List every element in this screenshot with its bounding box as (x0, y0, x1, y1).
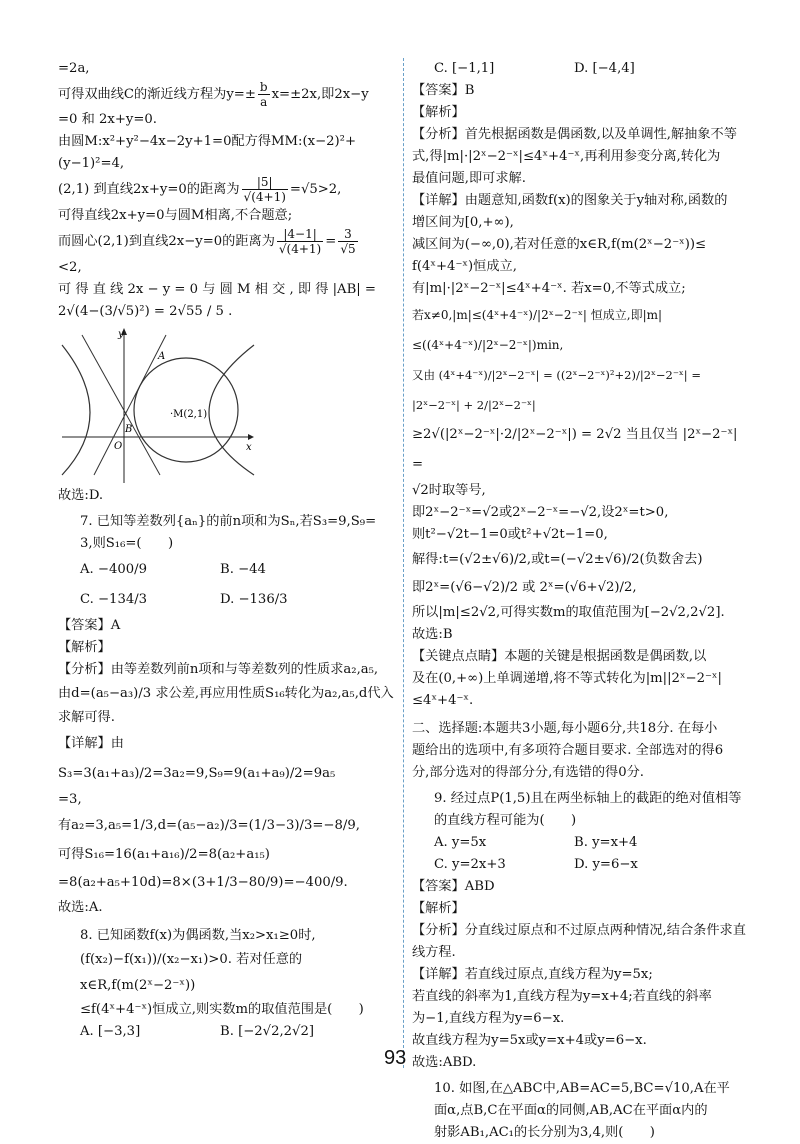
line: ≤f(4ˣ+4⁻ˣ)恒成立,则实数m的取值范围是( ) (80, 1002, 364, 1017)
asymptote-2 (94, 335, 166, 475)
line: 题给出的选项中,有多项符合题目要求. 全部选对的得6 (412, 743, 724, 758)
column-divider (403, 58, 404, 1068)
line: 而圆心(2,1)到直线2x−y=0的距离为 $\frac{|4-1|}{√(4+1)}$ = $\frac{3}{√5}$ (58, 227, 356, 256)
line: 3,则S₁₆=( ) (80, 536, 174, 551)
fraction: $\frac{|5|}{√(4+1)}$ (243, 175, 286, 204)
question-10: 10. 如图,在△ABC中,AB=AC=5,BC=√10,A在平 (434, 1081, 730, 1096)
circle-hyperbola-diagram (58, 325, 258, 485)
q8-options-ab (58, 1021, 394, 1043)
option-d: D. y=6−x (574, 857, 638, 872)
line: f(4ˣ+4⁻ˣ)恒成立, (412, 259, 517, 274)
option-c: C. −134/3 (80, 592, 148, 607)
line: 【分析】由等差数列前n项和与等差数列的性质求a₂,a₅, (58, 662, 379, 677)
line: 【关键点点睛】本题的关键是根据函数是偶函数,以 (412, 649, 707, 664)
right-column (412, 58, 748, 1144)
line: 若x≠0,|m|≤(4ˣ+4⁻ˣ)/|2ˣ−2⁻ˣ| 恒成立,即|m|≤((4ˣ+4⁻ˣ)/|2ˣ−2⁻ˣ|)min, (412, 308, 663, 352)
line: 由d=(a₅−a₃)/3 求公差,再应用性质S₁₆转化为a₂,a₅,d代入 (58, 686, 394, 701)
analysis-heading: 【解析】 (412, 105, 465, 120)
line: 故选:ABD. (412, 1055, 477, 1070)
option-a: A. y=5x (434, 835, 487, 850)
line: 解得:t=(√2±√6)/2,或t=(−√2±√6)/2(负数舍去) (412, 552, 703, 567)
line: =3, (58, 792, 82, 807)
option-c: C. [−1,1] (434, 61, 495, 76)
line: 故直线方程为y=5x或y=x+4或y=6−x. (412, 1033, 647, 1048)
option-b: B. [−2√2,2√2] (220, 1024, 314, 1039)
line: 又由 (4ˣ+4⁻ˣ)/|2ˣ−2⁻ˣ| = ((2ˣ−2⁻ˣ)²+2)/|2ˣ−2⁻ˣ| = |2ˣ−2⁻ˣ| + 2/|2ˣ−2⁻ˣ| (412, 368, 701, 412)
question-7: 7. 已知等差数列{aₙ}的前n项和为Sₙ,若S₃=9,S₉= (80, 514, 377, 529)
answer: 【答案】B (412, 83, 475, 98)
line: 可得直线2x+y=0与圆M相离,不合题意; (58, 208, 293, 223)
line: 即2ˣ−2⁻ˣ=√2或2ˣ−2⁻ˣ=−√2,设2ˣ=t>0, (412, 505, 669, 520)
answer: 【答案】ABD (412, 879, 495, 894)
hyperbola-left-branch (62, 345, 90, 475)
option-b: B. −44 (220, 562, 266, 577)
line: 线方程. (412, 945, 456, 960)
line: √2时取等号, (412, 483, 486, 498)
question-8: 8. 已知函数f(x)为偶函数,当x₂>x₁≥0时, (80, 928, 316, 943)
line: 所以|m|≤2√2,可得实数m的取值范围为[−2√2,2√2]. (412, 605, 725, 620)
x-axis-arrow (248, 434, 254, 440)
analysis-heading: 【解析】 (58, 640, 111, 655)
section-heading: 二、选择题:本题共3小题,每小题6分,共18分. 在每小 (412, 721, 718, 736)
y-label: y (118, 329, 124, 340)
line: 可 得 直 线 2x − y = 0 与 圆 M 相 交 , 即 得 |AB| = (58, 282, 376, 297)
line: =0 和 2x+y=0. (58, 112, 157, 127)
line: 减区间为(−∞,0),若对任意的x∈R,f(m(2ˣ−2⁻ˣ))≤ (412, 237, 707, 252)
line: 为−1,直线方程为y=6−x. (412, 1011, 565, 1026)
fraction: $\frac{|4-1|}{√(4+1)}$ (278, 227, 322, 256)
origin-label: O (114, 441, 123, 452)
page-number: 93 (384, 1047, 407, 1069)
line: (2,1) 到直线2x+y=0的距离为 $\frac{|5|}{√(4+1)}$ =√5>2, (58, 175, 342, 204)
q7-options (58, 555, 394, 615)
line: 【详解】由题意知,函数f(x)的图象关于y轴对称,函数的 (412, 193, 728, 208)
line: ≥2√(|2ˣ−2⁻ˣ|·2/|2ˣ−2⁻ˣ|) = 2√2 当且仅当 |2ˣ−2⁻ˣ| = (412, 427, 738, 472)
center-m-label: ·M(2,1) (170, 409, 208, 420)
line: 可得双曲线C的渐近线方程为y=± $\frac{b}{a}$ x=±2x,即2x−y (58, 80, 369, 109)
option-d: D. −136/3 (220, 592, 288, 607)
option-d: D. [−4,4] (574, 61, 635, 76)
fraction: $\frac{b}{a}$ (259, 80, 268, 109)
line: (f(x₂)−f(x₁))/(x₂−x₁)>0. 若对任意的x∈R,f(m(2ˣ−2⁻ˣ)) (80, 952, 303, 993)
line: 【分析】首先根据函数是偶函数,以及单调性,解抽象不等 (412, 127, 737, 142)
x-label: x (246, 442, 252, 453)
line: 求解可得. (58, 710, 115, 725)
line: 有a₂=3,a₅=1/3,d=(a₅−a₂)/3=(1/3−3)/3=−8/9, (58, 818, 360, 833)
hyperbola-right-branch (209, 345, 254, 475)
fraction: $\frac{3}{√5}$ (340, 227, 356, 256)
line: 最值问题,即可求解. (412, 171, 526, 186)
line: 有|m|·|2ˣ−2⁻ˣ|≤4ˣ+4⁻ˣ. 若x=0,不等式成立; (412, 281, 686, 296)
line: 则t²−√2t−1=0或t²+√2t−1=0, (412, 527, 608, 542)
answer: 【答案】A (58, 618, 121, 633)
line: 【详解】由S₃=3(a₁+a₃)/2=3a₂=9,S₉=9(a₁+a₉)/2=9a₅ (58, 736, 336, 781)
line: 分,部分选对的得部分分,有选错的得0分. (412, 765, 644, 780)
option-a: A. [−3,3] (80, 1024, 141, 1039)
analysis-heading: 【解析】 (412, 901, 465, 916)
line: 由圆M:x²+y²−4x−2y+1=0配方得MM:(x−2)²+ (58, 134, 356, 149)
line: <2, (58, 260, 82, 275)
option-a: A. −400/9 (80, 562, 147, 577)
asymptote-1 (82, 335, 160, 475)
point-b-label: B (125, 424, 133, 435)
question-9: 9. 经过点P(1,5)且在两坐标轴上的截距的绝对值相等 (434, 791, 742, 806)
line: 故选:D. (58, 488, 104, 503)
q9-options (412, 832, 748, 876)
line: 若直线的斜率为1,直线方程为y=x+4;若直线的斜率 (412, 989, 712, 1004)
line: 面α,点B,C在平面α的同侧,AB,AC在平面α内的 (434, 1103, 708, 1118)
q8-options-cd (412, 58, 748, 80)
line: 故选:A. (58, 900, 103, 915)
line: =8(a₂+a₅+10d)=8×(3+1/3−80/9)=−400/9. (58, 875, 348, 890)
point-a-label: A (158, 351, 166, 362)
line: =2a, (58, 61, 90, 76)
line: 故选:B (412, 627, 453, 642)
line: 【详解】若直线过原点,直线方程为y=5x; (412, 967, 653, 982)
line: 的直线方程可能为( ) (434, 813, 577, 828)
line: (y−1)²=4, (58, 156, 125, 171)
line: 2√(4−(3/√5)²) = 2√55 / 5 . (58, 304, 233, 319)
option-c: C. y=2x+3 (434, 857, 506, 872)
line: 即2ˣ=(√6−√2)/2 或 2ˣ=(√6+√2)/2, (412, 580, 637, 595)
line: 及在(0,+∞)上单调递增,将不等式转化为|m||2ˣ−2⁻ˣ| (412, 671, 722, 686)
line: 射影AB₁,AC₁的长分别为3,4,则( ) (434, 1125, 655, 1140)
left-column (58, 58, 394, 1043)
line: ≤4ˣ+4⁻ˣ. (412, 693, 474, 708)
line: 式,得|m|·|2ˣ−2⁻ˣ|≤4ˣ+4⁻ˣ,再利用参变分离,转化为 (412, 149, 721, 164)
option-b: B. y=x+4 (574, 835, 638, 850)
line: 【分析】分直线过原点和不过原点两种情况,结合条件求直 (412, 923, 746, 938)
line: 增区间为[0,+∞), (412, 215, 514, 230)
line: 可得S₁₆=16(a₁+a₁₆)/2=8(a₂+a₁₅) (58, 847, 270, 862)
